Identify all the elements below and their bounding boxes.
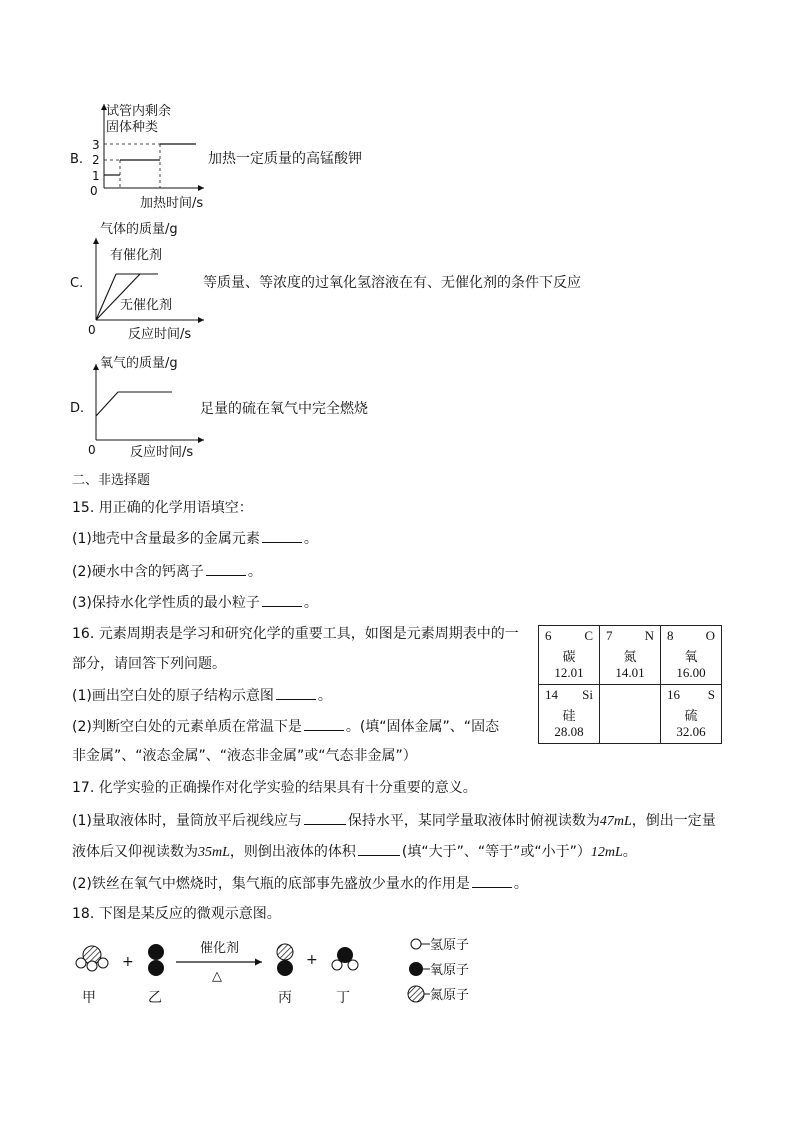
- reaction-diagram: [70, 930, 500, 1010]
- option-b-letter: B.: [70, 152, 84, 167]
- option-d-origin: 0: [88, 443, 96, 457]
- element-cell-blank: [600, 685, 661, 744]
- molecule-yi: [148, 944, 164, 976]
- answer-blank[interactable]: [472, 873, 512, 888]
- q17-stem: 17. 化学实验的正确操作对化学实验的结果具有十分重要的意义。: [72, 780, 477, 796]
- q15-part-1: (1)地壳中含量最多的金属元素 。: [72, 528, 318, 549]
- q16-part-2-cont: 非金属”、“液态金属”、“液态非金属”或“气态非金属”）: [72, 748, 417, 764]
- label-jia: 甲: [82, 990, 96, 1006]
- option-d-letter: D.: [70, 401, 85, 416]
- tick-2: 2: [92, 153, 100, 167]
- tick-0: 0: [90, 184, 98, 198]
- tick-3: 3: [92, 138, 100, 152]
- heat-symbol: △: [212, 969, 222, 984]
- q16-stem-line-2: 部分，请回答下列问题。: [72, 656, 226, 672]
- option-c-line-label-b: 无催化剂: [120, 298, 173, 313]
- option-c-y-label: 气体的质量/g: [100, 222, 178, 237]
- q16-stem-line-1: 16. 元素周期表是学习和研究化学的重要工具，如图是元素周期表中的一: [72, 626, 519, 642]
- q16-part-2: (2)判断空白处的元素单质在常温下是 。(填“固体金属”、“固态: [72, 716, 499, 737]
- answer-blank[interactable]: [206, 561, 246, 576]
- label-ding: 丁: [336, 990, 350, 1006]
- q17-part-2: (2)铁丝在氧气中燃烧时，集气瓶的底部事先盛放少量水的作用是 。: [72, 873, 528, 894]
- q18-stem: 18. 下图是某反应的微观示意图。: [72, 906, 281, 922]
- option-c-description: 等质量、等浓度的过氧化氢溶液在有、无催化剂的条件下反应: [203, 275, 581, 291]
- q15-stem: 15. 用正确的化学用语填空：: [72, 500, 253, 516]
- legend-oxygen: 氧原子: [430, 963, 470, 978]
- label-yi: 乙: [148, 990, 162, 1006]
- plus-sign: +: [122, 954, 134, 970]
- answer-blank[interactable]: [304, 716, 344, 731]
- option-d-y-label: 氧气的质量/g: [100, 356, 178, 371]
- q17-part-1-line-1: (1)量取液体时，量筒放平后视线应与 保持水平，某同学量取液体时俯视读数为47mL，倒出一定量: [72, 810, 716, 832]
- q17-part-1-line-2: 液体后又仰视读数为35mL，则倒出液体的体积 (填“大于”、“等于”或“小于”）12mL。: [72, 841, 637, 863]
- answer-blank[interactable]: [262, 528, 302, 543]
- molecule-ding: [332, 947, 358, 970]
- element-cell-oxygen: 8 O 氧 16.00: [661, 626, 722, 685]
- answer-blank[interactable]: [262, 592, 302, 607]
- section-heading: 二、非选择题: [72, 473, 151, 488]
- option-b-description: 加热一定质量的高锰酸钾: [208, 151, 362, 167]
- option-c-origin: 0: [88, 323, 96, 335]
- legend: [408, 938, 469, 1003]
- catalyst-label: 催化剂: [200, 941, 240, 956]
- element-cell-nitrogen: 7 N 氮 14.01: [600, 626, 661, 685]
- answer-blank[interactable]: [304, 810, 346, 825]
- q15-part-3: (3)保持水化学性质的最小粒子 。: [72, 592, 318, 613]
- label-bing: 丙: [278, 990, 292, 1006]
- answer-blank[interactable]: [358, 841, 400, 856]
- plus-sign: +: [306, 952, 318, 968]
- option-b-x-label: 加热时间/s: [140, 196, 204, 211]
- option-c-line-label-a: 有催化剂: [110, 248, 163, 263]
- element-cell-sulfur: 16 S 硫 32.06: [661, 685, 722, 744]
- element-cell-carbon: 6 C 碳 12.01: [539, 626, 600, 685]
- option-b-y-label-2: 固体种类: [106, 120, 159, 135]
- q16-part-1: (1)画出空白处的原子结构示意图 。: [72, 685, 332, 706]
- periodic-table-fragment: [538, 625, 722, 744]
- molecule-jia: [76, 946, 108, 971]
- option-c-letter: C.: [70, 276, 84, 291]
- option-d-x-label: 反应时间/s: [130, 445, 194, 460]
- element-cell-silicon: 14 Si 硅 28.08: [539, 685, 600, 744]
- option-d-description: 足量的硫在氧气中完全燃烧: [200, 401, 368, 417]
- option-c-x-label: 反应时间/s: [128, 327, 192, 342]
- tick-1: 1: [92, 169, 100, 183]
- answer-blank[interactable]: [276, 685, 316, 700]
- legend-hydrogen: 氢原子: [430, 938, 470, 953]
- molecule-bing: [277, 944, 293, 976]
- option-b-y-label-1: 试管内剩余: [106, 104, 172, 119]
- q15-part-2: (2)硬水中含的钙离子 。: [72, 561, 262, 582]
- legend-nitrogen: 氮原子: [430, 988, 470, 1003]
